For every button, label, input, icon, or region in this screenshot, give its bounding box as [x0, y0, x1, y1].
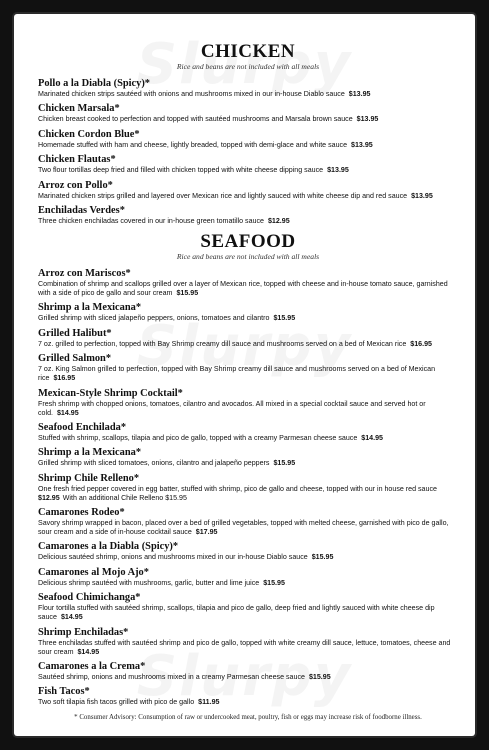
menu-item-description-text: Fresh shrimp with chopped onions, tomatoes, cilantro and avocados. All mixed in a special cocktail sauce and served hot or cold.	[38, 399, 426, 417]
menu-item-description	[38, 141, 458, 150]
section-note-seafood: Rice and beans are not included with all meals	[176, 251, 320, 261]
menu-item-price: $15.95	[311, 553, 334, 562]
menu-item-description	[38, 340, 458, 349]
menu-item	[38, 388, 458, 418]
menu-item-name: Camarones a la Diabla (Spicy)*	[38, 541, 179, 553]
menu-item-price: $14.95	[361, 433, 383, 442]
section-note-chicken: Rice and beans are not included with all meals	[176, 62, 320, 71]
section-title-seafood: SEAFOOD	[200, 230, 296, 252]
menu-item-name: Camarones al Mojo Ajo*	[38, 566, 149, 578]
menu-item-name: Pollo a la Diabla (Spicy)*	[38, 78, 150, 89]
menu-item	[38, 661, 458, 682]
menu-page	[14, 14, 475, 736]
menu-item-price: $11.95	[198, 698, 220, 707]
menu-item-name: Shrimp Chile Relleno*	[38, 472, 140, 484]
menu-item-name: Shrimp Enchiladas*	[38, 626, 129, 638]
section-title-chicken: CHICKEN	[200, 41, 296, 62]
menu-item-description-text: Marinated chicken strips sautéed with onions and mushrooms mixed in our in-house Diablo sauce	[38, 90, 345, 98]
menu-item-price: $16.95	[410, 339, 432, 348]
menu-item-price: $12.95	[38, 493, 60, 502]
menu-item-price: $13.95	[327, 166, 349, 175]
menu-item-description	[38, 698, 458, 707]
menu-item-description-text: Chicken breast cooked to perfection and topped with sautéed mushrooms and Marsala brown sauce	[38, 115, 353, 124]
menu-item-name: Enchiladas Verdes*	[38, 204, 125, 216]
menu-item	[38, 627, 458, 657]
menu-item-name: Mexican-Style Shrimp Cocktail*	[38, 387, 183, 399]
menu-item-description-text: Delicious shrimp sautéed with mushrooms, garlic, butter and lime juice	[38, 578, 260, 587]
menu-item	[38, 268, 458, 298]
menu-item-price: $13.95	[411, 191, 433, 200]
menu-item-description-text: Two soft tilapia fish tacos grilled with pico de gallo	[38, 698, 195, 707]
menu-item	[38, 541, 458, 562]
menu-item-description-text: Flour tortilla stuffed with sautéed shrimp, scallops, tilapia and pico de gallo, deep fried and lightly sauced with white cheese dip sauce	[38, 604, 435, 622]
consumer-advisory: * Consumer Advisory: Consumption of raw or undercooked meat, poultry, fish or eggs may increase risk of foodborne illness.	[74, 714, 422, 722]
menu-item-description	[38, 579, 458, 588]
menu-item-name: Chicken Cordon Blue*	[38, 128, 140, 140]
menu-item-price: $14.95	[77, 647, 100, 656]
menu-item-price: $17.95	[195, 528, 218, 537]
menu-item-description	[38, 90, 458, 99]
menu-item	[38, 205, 458, 226]
menu-item-price: $15.95	[176, 288, 199, 297]
menu-item	[38, 592, 458, 622]
menu-item	[38, 180, 458, 201]
menu-item-description-text: Sautéed shrimp, onions and mushrooms mixed in a creamy Parmesan cheese sauce	[38, 673, 305, 682]
menu-item-price: $13.95	[356, 115, 379, 124]
menu-item-price: $13.95	[348, 90, 371, 98]
menu-item-description-text: Combination of shrimp and scallops grilled over a layer of Mexican rice, topped with cheese and in-house tomato sauce, garnished with a side of pico de gallo and sour cream	[38, 279, 448, 297]
menu-item-price: $12.95	[267, 216, 290, 225]
menu-item-description	[38, 639, 458, 657]
menu-item-description	[38, 115, 458, 124]
menu-item-description-text: Three enchiladas stuffed with sautéed shrimp and pico de gallo, topped with white creamy dill sauce, lettuce, tomatoes, cheese and sour cream	[38, 638, 451, 656]
menu-item-price: $16.95	[53, 374, 76, 383]
menu-item-extra: With an additional Chile Relleno $15.95	[62, 493, 187, 502]
menu-item-description-text: Two flour tortillas deep fried and filled with chicken topped with white cheese dipping sauce	[38, 166, 324, 175]
menu-content	[38, 42, 458, 722]
menu-item	[38, 507, 458, 537]
menu-item-name: Camarones Rodeo*	[38, 507, 125, 519]
menu-item-description-text: Grilled shrimp with sliced jalapeño peppers, onions, tomatoes and cilantro	[38, 314, 270, 323]
menu-item-description-text: One fresh fried pepper covered in egg batter, stuffed with shrimp, pico de gallo and cheese, topped with our in house red sauce	[38, 484, 437, 493]
menu-item	[38, 78, 458, 99]
menu-item	[38, 328, 458, 349]
menu-item-description	[38, 314, 458, 323]
menu-item-name: Shrimp a la Mexicana*	[38, 302, 142, 314]
menu-item-price: $15.95	[273, 459, 296, 468]
menu-item-name: Chicken Marsala*	[38, 103, 120, 115]
menu-item	[38, 154, 458, 175]
menu-item	[38, 353, 458, 383]
menu-item-description	[38, 400, 458, 418]
menu-item-description	[38, 673, 458, 682]
menu-item-name: Grilled Salmon*	[38, 353, 112, 365]
menu-item-name: Camarones a la Crema*	[38, 661, 146, 673]
menu-item-description-text: Homemade stuffed with ham and cheese, lightly breaded, topped with demi-glace and white sauce	[38, 140, 348, 149]
menu-item-name: Arroz con Pollo*	[38, 179, 113, 191]
menu-item-price: $15.95	[308, 673, 331, 682]
menu-item-description	[38, 519, 458, 537]
menu-item-name: Shrimp a la Mexicana*	[38, 447, 142, 459]
menu-item-price: $13.95	[351, 140, 373, 149]
menu-item-description	[38, 604, 458, 622]
menu-item-description-text: Savory shrimp wrapped in bacon, placed over a bed of grilled vegetables, topped with melted cheese, garnished with pico de gallo, sour cream and a side of in-house cocktail sauce	[38, 519, 449, 537]
menu-item-description-text: Marinated chicken strips grilled and layered over Mexican rice and lightly sauced with white cheese dip and red sauce	[38, 191, 408, 200]
menu-item-name: Chicken Flautas*	[38, 154, 116, 166]
menu-item-description	[38, 485, 458, 503]
menu-item-name: Seafood Chimichanga*	[38, 592, 141, 604]
menu-item	[38, 103, 458, 124]
menu-item-description-text: Grilled shrimp with sliced tomatoes, onions, cilantro and jalapeño peppers	[38, 459, 270, 468]
menu-item-description	[38, 166, 458, 175]
menu-item	[38, 447, 458, 468]
menu-item-name: Arroz con Mariscos*	[38, 267, 131, 279]
seafood-section	[38, 232, 458, 707]
menu-item-price: $14.95	[56, 408, 79, 417]
chicken-section	[38, 42, 458, 226]
menu-item-description	[38, 217, 458, 226]
menu-item-price: $15.95	[263, 578, 285, 587]
menu-item-description	[38, 192, 458, 201]
menu-item-description-text: 7 oz. King Salmon grilled to perfection, topped with Bay Shrimp creamy dill sauce and mushrooms served on a bed of Mexican rice	[38, 365, 436, 383]
menu-item	[38, 473, 458, 503]
menu-item	[38, 567, 458, 588]
menu-item	[38, 422, 458, 443]
menu-item-description-text: Three chicken enchiladas covered in our in-house green tomatillo sauce	[38, 216, 264, 225]
chicken-item-list	[38, 78, 458, 226]
menu-item-description-text: Delicious sautéed shrimp, onions and mushrooms mixed in our in-house Diablo sauce	[38, 553, 308, 562]
seafood-item-list	[38, 268, 458, 707]
menu-item-price: $14.95	[60, 613, 83, 622]
menu-item-price: $15.95	[273, 314, 296, 323]
menu-item	[38, 302, 458, 323]
menu-item-description	[38, 365, 458, 383]
menu-item-description	[38, 553, 458, 562]
menu-item-description	[38, 459, 458, 468]
menu-item-description	[38, 280, 458, 298]
menu-item-description-text: 7 oz. grilled to perfection, topped with Bay Shrimp creamy dill sauce and mushrooms served on a bed of Mexican rice	[38, 339, 407, 348]
menu-item	[38, 686, 458, 707]
menu-item	[38, 129, 458, 150]
menu-item-name: Seafood Enchilada*	[38, 421, 127, 433]
menu-item-description	[38, 434, 458, 443]
menu-item-description-text: Stuffed with shrimp, scallops, tilapia and pico de gallo, topped with a creamy Parmesan cheese sauce	[38, 433, 358, 442]
menu-item-name: Grilled Halibut*	[38, 327, 112, 339]
menu-item-name: Fish Tacos*	[38, 686, 90, 698]
